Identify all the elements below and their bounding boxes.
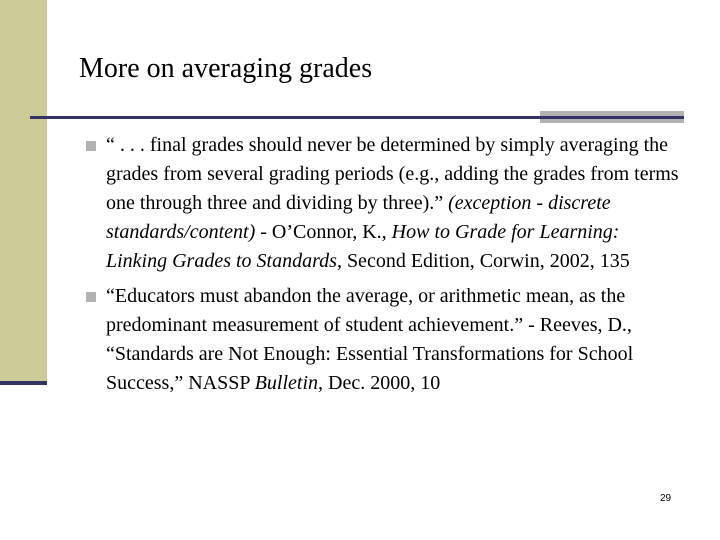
decorative-side-bar [0, 0, 47, 382]
bullet-text [106, 134, 679, 272]
decorative-side-bar-foot [0, 381, 47, 385]
page-number: 29 [660, 493, 672, 504]
citation-book-title: How to Grade for Learning: Linking Grades to Standards, [106, 221, 620, 272]
citation-details: Dec. 2000, 10 [323, 372, 441, 394]
square-bullet-icon [86, 292, 96, 302]
square-bullet-icon [86, 141, 96, 151]
decorative-accent-block [540, 111, 684, 123]
quote-text: “ . . . final grades should never be determined by simply averaging the grades from several grading periods (e.g., adding the grades from terms one through three and dividing by three).” [106, 134, 679, 214]
citation-details: Second Edition, Corwin, 2002, 135 [341, 250, 630, 272]
citation-author: - O’Connor, K., [255, 221, 392, 243]
bullet-text [106, 285, 633, 394]
bullet-list [82, 131, 682, 404]
slide-title: More on averaging grades [79, 53, 373, 84]
exception-note: (exception - discrete standards/content) [106, 192, 611, 243]
citation-journal-title: Bulletin, [254, 372, 324, 394]
quote-text: “Educators must abandon the average, or arithmetic mean, as the predominant measurement of student achievement.” - Reeves, D., “Standards are Not Enough: Essential Transformations for School Success,” NASSP [106, 285, 634, 394]
bullet-item-reeves-quote [82, 282, 682, 398]
bullet-item-oconnor-quote [82, 131, 682, 276]
